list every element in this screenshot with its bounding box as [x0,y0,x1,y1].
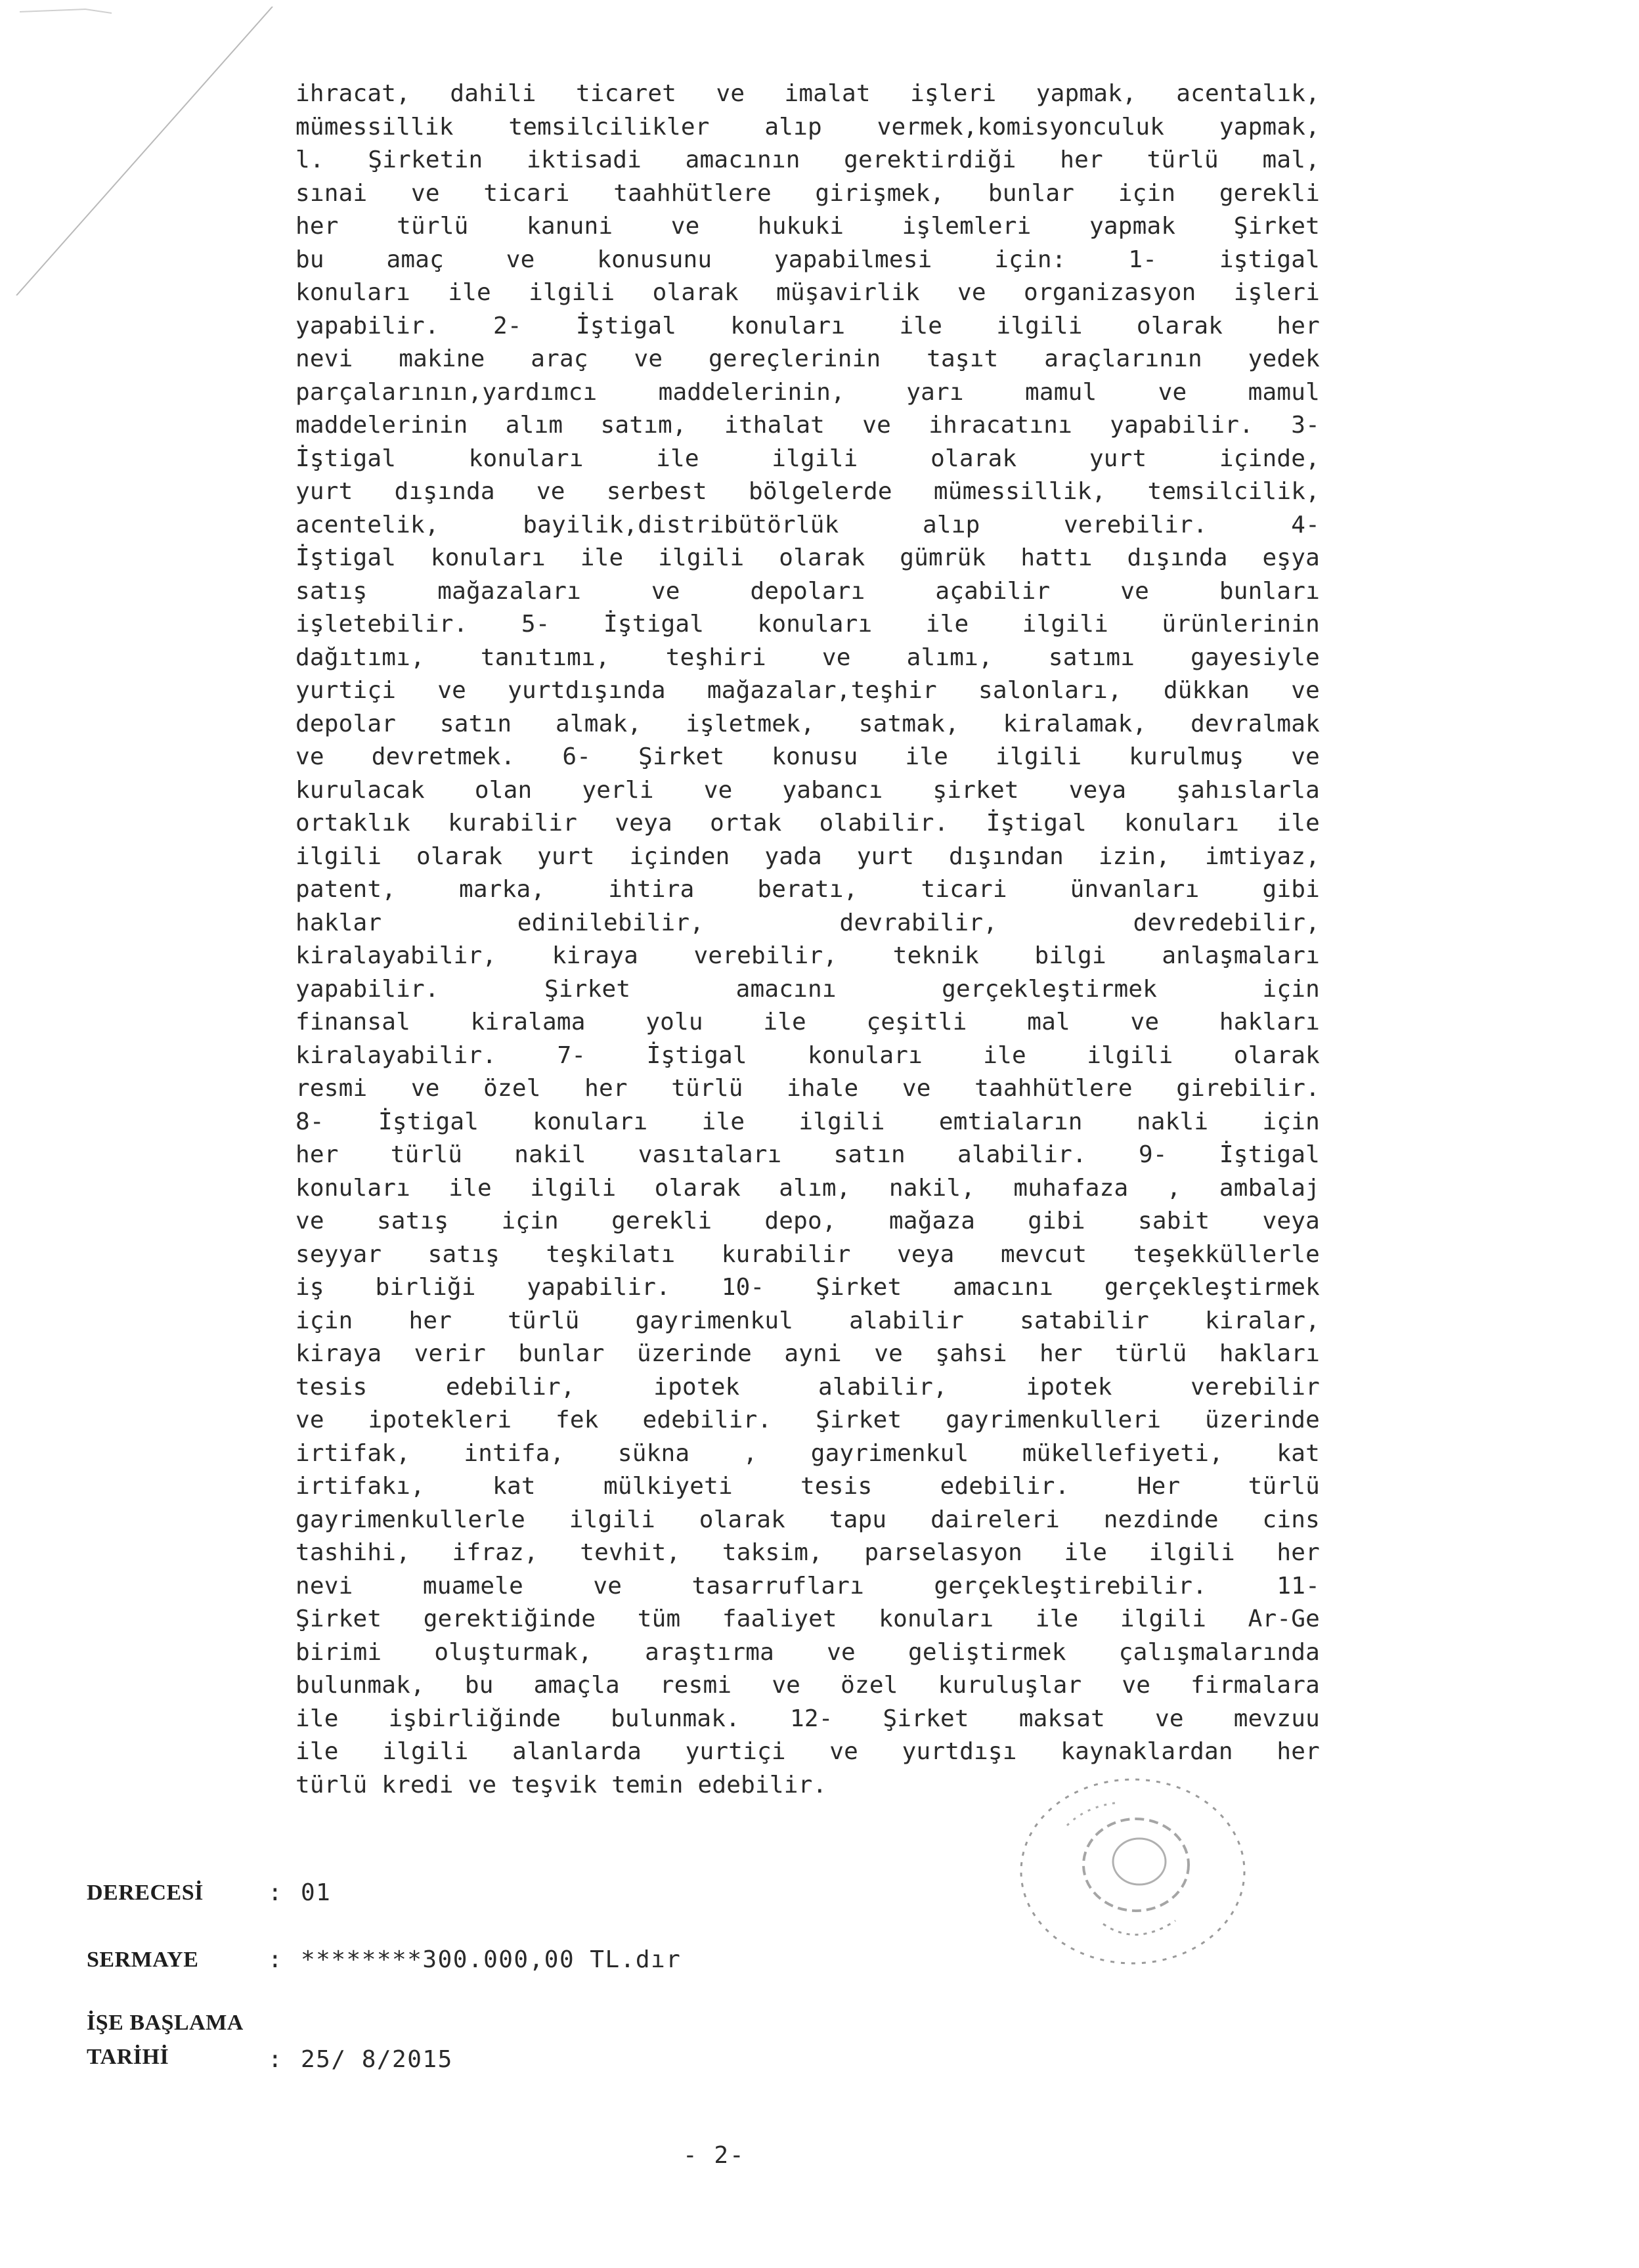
body-line: türlü kredi ve teşvik temin edebilir. [295,1771,827,1799]
body-line: bu amaç ve konusunu yapabilmesi için: 1- iştigal [295,246,1320,273]
sermaye-row [0,1946,919,1974]
body-line: bulunmak, bu amaçla resmi ve özel kuruluşlar ve firmalara [295,1672,1320,1699]
body-line: haklar edinilebilir, devrabilir, devredebilir, [295,909,1320,936]
body-line: ve ipotekleri fek edebilir. Şirket gayrimenkulleri üzerinde [295,1407,1320,1433]
body-line: tashihi, ifraz, tevhit, taksim, parselasyon ile ilgili her [295,1539,1320,1566]
ise-baslama-colon: : [268,2046,282,2073]
body-line: İştigal konuları ile ilgili olarak gümrük hattı dışında eşya [295,544,1320,571]
body-line: irtifakı, kat mülkiyeti tesis edebilir. Her türlü [295,1473,1320,1500]
articles-text [295,77,1320,1802]
body-line: satış mağazaları ve depoları açabilir ve bunları [295,577,1320,605]
body-line: dağıtımı, tanıtımı, teşhiri ve alımı, satımı gayesiyle [295,643,1320,671]
faded-seal-stamp [988,1766,1277,1990]
body-line: konuları ile ilgili olarak müşavirlik ve organizasyon işleri [295,279,1320,306]
body-line: ilgili olarak yurt içinden yada yurt dışından izin, imtiyaz, [295,842,1320,870]
body-line: yapabilir. Şirket amacını gerçekleştirmek için [295,975,1320,1003]
derecesi-row [0,1879,919,1907]
body-line: gayrimenkullerle ilgili olarak tapu daireleri nezdinde cins [295,1506,1320,1533]
body-line: iş birliği yapabilir. 10- Şirket amacını gerçekleştirmek [295,1274,1320,1301]
body-line: resmi ve özel her türlü ihale ve taahhütlere girebilir. [295,1075,1320,1102]
body-line: her türlü nakil vasıtaları satın alabilir. 9- İştigal [295,1141,1320,1168]
body-line: acentelik, bayilik,distribütörlük alıp verebilir. 4- [295,511,1320,538]
body-line: ile işbirliğinde bulunmak. 12- Şirket maksat ve mevzuu [295,1705,1320,1732]
body-line: kiraya verir bunlar üzerinde ayni ve şahsi her türlü hakları [295,1340,1320,1367]
body-line: 8- İştigal konuları ile ilgili emtiaların nakli için [295,1108,1320,1135]
body-line: işletebilir. 5- İştigal konuları ile ilgili ürünlerinin [295,611,1320,638]
body-line: için her türlü gayrimenkul alabilir satabilir kiralar, [295,1307,1320,1334]
body-line: ortaklık kurabilir veya ortak olabilir. İştigal konuları ile [295,810,1320,837]
body-line: patent, marka, ihtira beratı, ticari ünvanları gibi [295,876,1320,903]
page-number: - 2- [683,2142,745,2169]
body-line: nevi muamele ve tasarrufları gerçekleştirebilir. 11- [295,1572,1320,1600]
body-line: kiralayabilir, kiraya verebilir, teknik bilgi anlaşmaları [295,942,1320,969]
ise-baslama-row [0,2009,919,2075]
body-line: l. Şirketin iktisadi amacının gerektirdiği her türlü mal, [295,146,1320,173]
body-line: parçalarının,yardımcı maddelerinin, yarı mamul ve mamul [295,378,1320,406]
body-line: tesis edebilir, ipotek alabilir, ipotek verebilir [295,1373,1320,1401]
sermaye-colon: : [268,1946,282,1973]
body-line: Şirket gerektiğinde tüm faaliyet konuları ile ilgili Ar-Ge [295,1605,1320,1632]
body-line: ile ilgili alanlarda yurtiçi ve yurtdışı kaynaklardan her [295,1738,1320,1765]
body-line: maddelerinin alım satım, ithalat ve ihracatını yapabilir. 3- [295,412,1320,439]
body-line: nevi makine araç ve gereçlerinin taşıt araçlarının yedek [295,345,1320,372]
body-line: ihracat, dahili ticaret ve imalat işleri yapmak, acentalık, [295,80,1320,107]
body-line: ve devretmek. 6- Şirket konusu ile ilgili kurulmuş ve [295,743,1320,770]
body-line: irtifak, intifa, sükna , gayrimenkul mükellefiyeti, kat [295,1439,1320,1467]
body-line: sınai ve ticari taahhütlere girişmek, bunlar için gerekli [295,179,1320,207]
body-line: kiralayabilir. 7- İştigal konuları ile ilgili olarak [295,1041,1320,1069]
body-line: her türlü kanuni ve hukuki işlemleri yapmak Şirket [295,213,1320,240]
body-line: birimi oluşturmak, araştırma ve geliştirmek çalışmalarında [295,1638,1320,1666]
tarihi-label: TARİHİ [87,2045,169,2069]
derecesi-label: DERECESİ [87,1881,204,1905]
body-line: yurtiçi ve yurtdışında mağazalar,teşhir salonları, dükkan ve [295,677,1320,704]
scan-pen-stroke [13,7,289,295]
body-line: kurulacak olan yerli ve yabancı şirket veya şahıslarla [295,776,1320,804]
body-line: konuları ile ilgili olarak alım, nakil, muhafaza , ambalaj [295,1174,1320,1202]
body-line: yapabilir. 2- İştigal konuları ile ilgili olarak her [295,312,1320,339]
ise-baslama-label: İŞE BAŞLAMA [87,2011,244,2035]
derecesi-value: 01 [301,1879,332,1906]
body-line: İştigal konuları ile ilgili olarak yurt içinde, [295,445,1320,472]
ise-baslama-value: 25/ 8/2015 [301,2046,453,2073]
derecesi-colon: : [268,1879,282,1906]
body-line: depolar satın almak, işletmek, satmak, kiralamak, devralmak [295,710,1320,737]
sermaye-value: ********300.000,00 TL.dır [301,1946,682,1973]
body-line: ve satış için gerekli depo, mağaza gibi sabit veya [295,1208,1320,1234]
body-line: finansal kiralama yolu ile çeşitli mal ve hakları [295,1009,1320,1036]
body-line: seyyar satış teşkilatı kurabilir veya mevcut teşekküllerle [295,1240,1320,1268]
body-line: mümessillik temsilcilikler alıp vermek,komisyonculuk yapmak, [295,113,1320,141]
body-line: yurt dışında ve serbest bölgelerde mümessillik, temsilcilik, [295,478,1320,505]
sermaye-label: SERMAYE [87,1948,199,1972]
